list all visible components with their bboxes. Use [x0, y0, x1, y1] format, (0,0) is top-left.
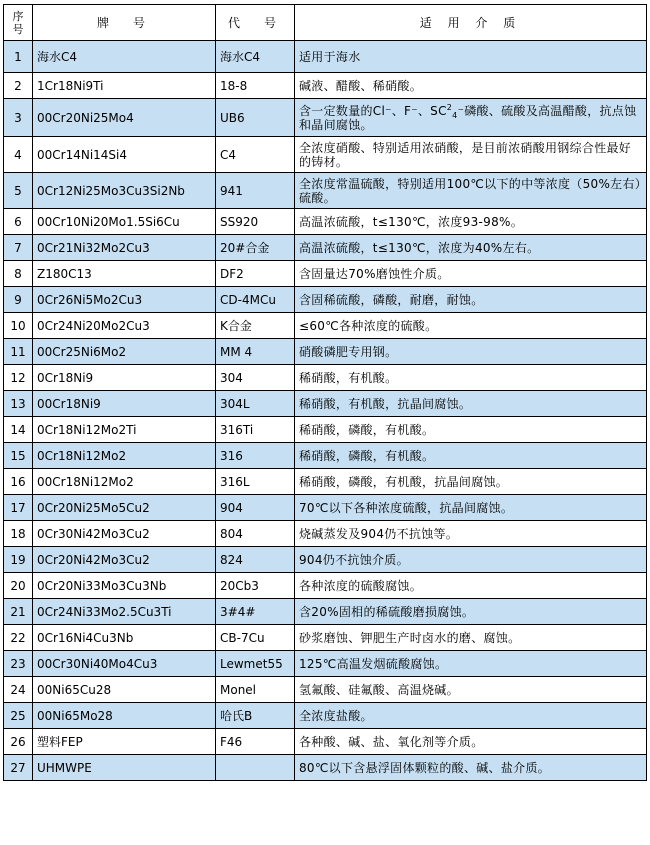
grade-cell: 0Cr24Ni33Mo2.5Cu3Ti: [33, 599, 216, 625]
table-row: [4, 729, 647, 755]
use-cell: 含20%固相的稀硫酸磨损腐蚀。: [295, 599, 647, 625]
table-row: [4, 137, 647, 173]
grade-cell: 塑料FEP: [33, 729, 216, 755]
row-number: 2: [4, 73, 33, 99]
use-cell: [295, 99, 647, 137]
code-cell: 316: [216, 443, 295, 469]
code-cell: 哈氏B: [216, 703, 295, 729]
row-number: 21: [4, 599, 33, 625]
row-number: 27: [4, 755, 33, 781]
row-number: 1: [4, 41, 33, 73]
use-cell: 稀硝酸，有机酸。: [295, 365, 647, 391]
use-cell: 稀硝酸，有机酸，抗晶间腐蚀。: [295, 391, 647, 417]
code-cell: 904: [216, 495, 295, 521]
use-cell: 砂浆磨蚀、钾肥生产时卤水的磨、腐蚀。: [295, 625, 647, 651]
code-cell: [216, 755, 295, 781]
row-number: 12: [4, 365, 33, 391]
header-code: 代 号: [216, 5, 295, 41]
code-cell: Monel: [216, 677, 295, 703]
table-row: [4, 261, 647, 287]
grade-cell: 00Cr10Ni20Mo1.5Si6Cu: [33, 209, 216, 235]
row-number: 7: [4, 235, 33, 261]
code-cell: 824: [216, 547, 295, 573]
code-cell: 316Ti: [216, 417, 295, 443]
row-number: 6: [4, 209, 33, 235]
table-row: [4, 599, 647, 625]
use-cell: 稀硝酸，磷酸，有机酸，抗晶间腐蚀。: [295, 469, 647, 495]
table-row: [4, 339, 647, 365]
grade-cell: 0Cr26Ni5Mo2Cu3: [33, 287, 216, 313]
use-cell: 稀硝酸，磷酸，有机酸。: [295, 417, 647, 443]
use-subscript: 4: [452, 110, 458, 120]
table-row: [4, 41, 647, 73]
code-cell: 18-8: [216, 73, 295, 99]
code-cell: 304: [216, 365, 295, 391]
row-number: 24: [4, 677, 33, 703]
header-use: 适 用 介 质: [295, 5, 647, 41]
table-row: [4, 677, 647, 703]
row-number: 19: [4, 547, 33, 573]
table-row: [4, 235, 647, 261]
row-number: 3: [4, 99, 33, 137]
code-cell: DF2: [216, 261, 295, 287]
table-row: [4, 703, 647, 729]
grade-cell: 0Cr16Ni4Cu3Nb: [33, 625, 216, 651]
grade-cell: 0Cr12Ni25Mo3Cu3Si2Nb: [33, 173, 216, 209]
grade-cell: 00Ni65Mo28: [33, 703, 216, 729]
row-number: 16: [4, 469, 33, 495]
row-number: 25: [4, 703, 33, 729]
use-cell: 全浓度硝酸、特别适用浓硝酸，是目前浓硝酸用钢综合性最好的铸材。: [295, 137, 647, 173]
table-row: [4, 755, 647, 781]
table-row: [4, 391, 647, 417]
row-number: 18: [4, 521, 33, 547]
use-cell: 全浓度盐酸。: [295, 703, 647, 729]
code-cell: 316L: [216, 469, 295, 495]
use-superscript: 2: [446, 102, 453, 112]
grade-cell: 00Cr30Ni40Mo4Cu3: [33, 651, 216, 677]
code-cell: MM 4: [216, 339, 295, 365]
header-grade: 牌 号: [33, 5, 216, 41]
use-cell: 适用于海水: [295, 41, 647, 73]
use-cell: 烧碱蒸发及904仍不抗蚀等。: [295, 521, 647, 547]
code-cell: F46: [216, 729, 295, 755]
row-number: 14: [4, 417, 33, 443]
grade-cell: UHMWPE: [33, 755, 216, 781]
header-row: [4, 5, 647, 41]
row-number: 10: [4, 313, 33, 339]
code-cell: CB-7Cu: [216, 625, 295, 651]
table-row: [4, 209, 647, 235]
row-number: 9: [4, 287, 33, 313]
code-cell: 20Cb3: [216, 573, 295, 599]
code-cell: CD-4MCu: [216, 287, 295, 313]
use-cell: 碱液、醋酸、稀硝酸。: [295, 73, 647, 99]
row-number: 15: [4, 443, 33, 469]
row-number: 26: [4, 729, 33, 755]
use-cell: ≤60℃各种浓度的硫酸。: [295, 313, 647, 339]
row-number: 13: [4, 391, 33, 417]
table-row: [4, 73, 647, 99]
table-row: [4, 651, 647, 677]
use-text-b: ⁻磷酸、硫酸及高温醋酸，抗点蚀和晶间腐蚀。: [299, 103, 637, 132]
use-cell: 氢氟酸、硅氟酸、高温烧碱。: [295, 677, 647, 703]
grade-cell: 00Cr18Ni12Mo2: [33, 469, 216, 495]
grade-cell: Z180C13: [33, 261, 216, 287]
code-cell: 804: [216, 521, 295, 547]
use-cell: 含固量达70%磨蚀性介质。: [295, 261, 647, 287]
table-row: [4, 173, 647, 209]
grade-cell: 0Cr24Ni20Mo2Cu3: [33, 313, 216, 339]
row-number: 5: [4, 173, 33, 209]
table-row: [4, 99, 647, 137]
grade-cell: 0Cr20Ni33Mo3Cu3Nb: [33, 573, 216, 599]
use-cell: 80℃以下含悬浮固体颗粒的酸、碱、盐介质。: [295, 755, 647, 781]
table-row: [4, 469, 647, 495]
table-row: [4, 313, 647, 339]
grade-cell: 0Cr30Ni42Mo3Cu2: [33, 521, 216, 547]
code-cell: 304L: [216, 391, 295, 417]
code-cell: 海水C4: [216, 41, 295, 73]
use-cell: 全浓度常温硫酸，特别适用100℃以下的中等浓度（50%左右）硫酸。: [295, 173, 647, 209]
row-number: 22: [4, 625, 33, 651]
use-cell: 稀硝酸，磷酸，有机酸。: [295, 443, 647, 469]
use-cell: 各种酸、碱、盐、氧化剂等介质。: [295, 729, 647, 755]
row-number: 17: [4, 495, 33, 521]
grade-cell: 海水C4: [33, 41, 216, 73]
table-row: [4, 287, 647, 313]
table-row: [4, 443, 647, 469]
grade-cell: 0Cr18Ni9: [33, 365, 216, 391]
use-cell: 高温浓硫酸，t≤130℃，浓度为40%左右。: [295, 235, 647, 261]
grade-cell: 00Ni65Cu28: [33, 677, 216, 703]
use-cell: 125℃高温发烟硫酸腐蚀。: [295, 651, 647, 677]
code-cell: 20#合金: [216, 235, 295, 261]
table-row: [4, 495, 647, 521]
code-cell: C4: [216, 137, 295, 173]
grade-cell: 00Cr20Ni25Mo4: [33, 99, 216, 137]
use-cell: 各种浓度的硫酸腐蚀。: [295, 573, 647, 599]
row-number: 20: [4, 573, 33, 599]
code-cell: K合金: [216, 313, 295, 339]
row-number: 23: [4, 651, 33, 677]
grade-cell: 0Cr18Ni12Mo2: [33, 443, 216, 469]
header-no: 序号: [4, 5, 33, 41]
grade-cell: 00Cr25Ni6Mo2: [33, 339, 216, 365]
row-number: 11: [4, 339, 33, 365]
table-row: [4, 365, 647, 391]
use-text-a: 含一定数量的Cl⁻、F⁻、SC: [299, 103, 447, 118]
grade-cell: 1Cr18Ni9Ti: [33, 73, 216, 99]
grade-cell: 00Cr14Ni14Si4: [33, 137, 216, 173]
table-row: [4, 625, 647, 651]
table-row: [4, 573, 647, 599]
use-cell: 904仍不抗蚀介质。: [295, 547, 647, 573]
grade-cell: 0Cr18Ni12Mo2Ti: [33, 417, 216, 443]
table-row: [4, 417, 647, 443]
code-cell: 941: [216, 173, 295, 209]
grade-cell: 0Cr21Ni32Mo2Cu3: [33, 235, 216, 261]
code-cell: Lewmet55: [216, 651, 295, 677]
grade-cell: 0Cr20Ni25Mo5Cu2: [33, 495, 216, 521]
materials-table: [3, 4, 647, 781]
use-cell: 含固稀硫酸，磷酸，耐磨，耐蚀。: [295, 287, 647, 313]
use-cell: 高温浓硫酸，t≤130℃，浓度93-98%。: [295, 209, 647, 235]
row-number: 8: [4, 261, 33, 287]
grade-cell: 00Cr18Ni9: [33, 391, 216, 417]
grade-cell: 0Cr20Ni42Mo3Cu2: [33, 547, 216, 573]
row-number: 4: [4, 137, 33, 173]
table-row: [4, 521, 647, 547]
code-cell: UB6: [216, 99, 295, 137]
use-cell: 70℃以下各种浓度硫酸，抗晶间腐蚀。: [295, 495, 647, 521]
code-cell: SS920: [216, 209, 295, 235]
table-row: [4, 547, 647, 573]
code-cell: 3#4#: [216, 599, 295, 625]
use-cell: 硝酸磷肥专用钢。: [295, 339, 647, 365]
